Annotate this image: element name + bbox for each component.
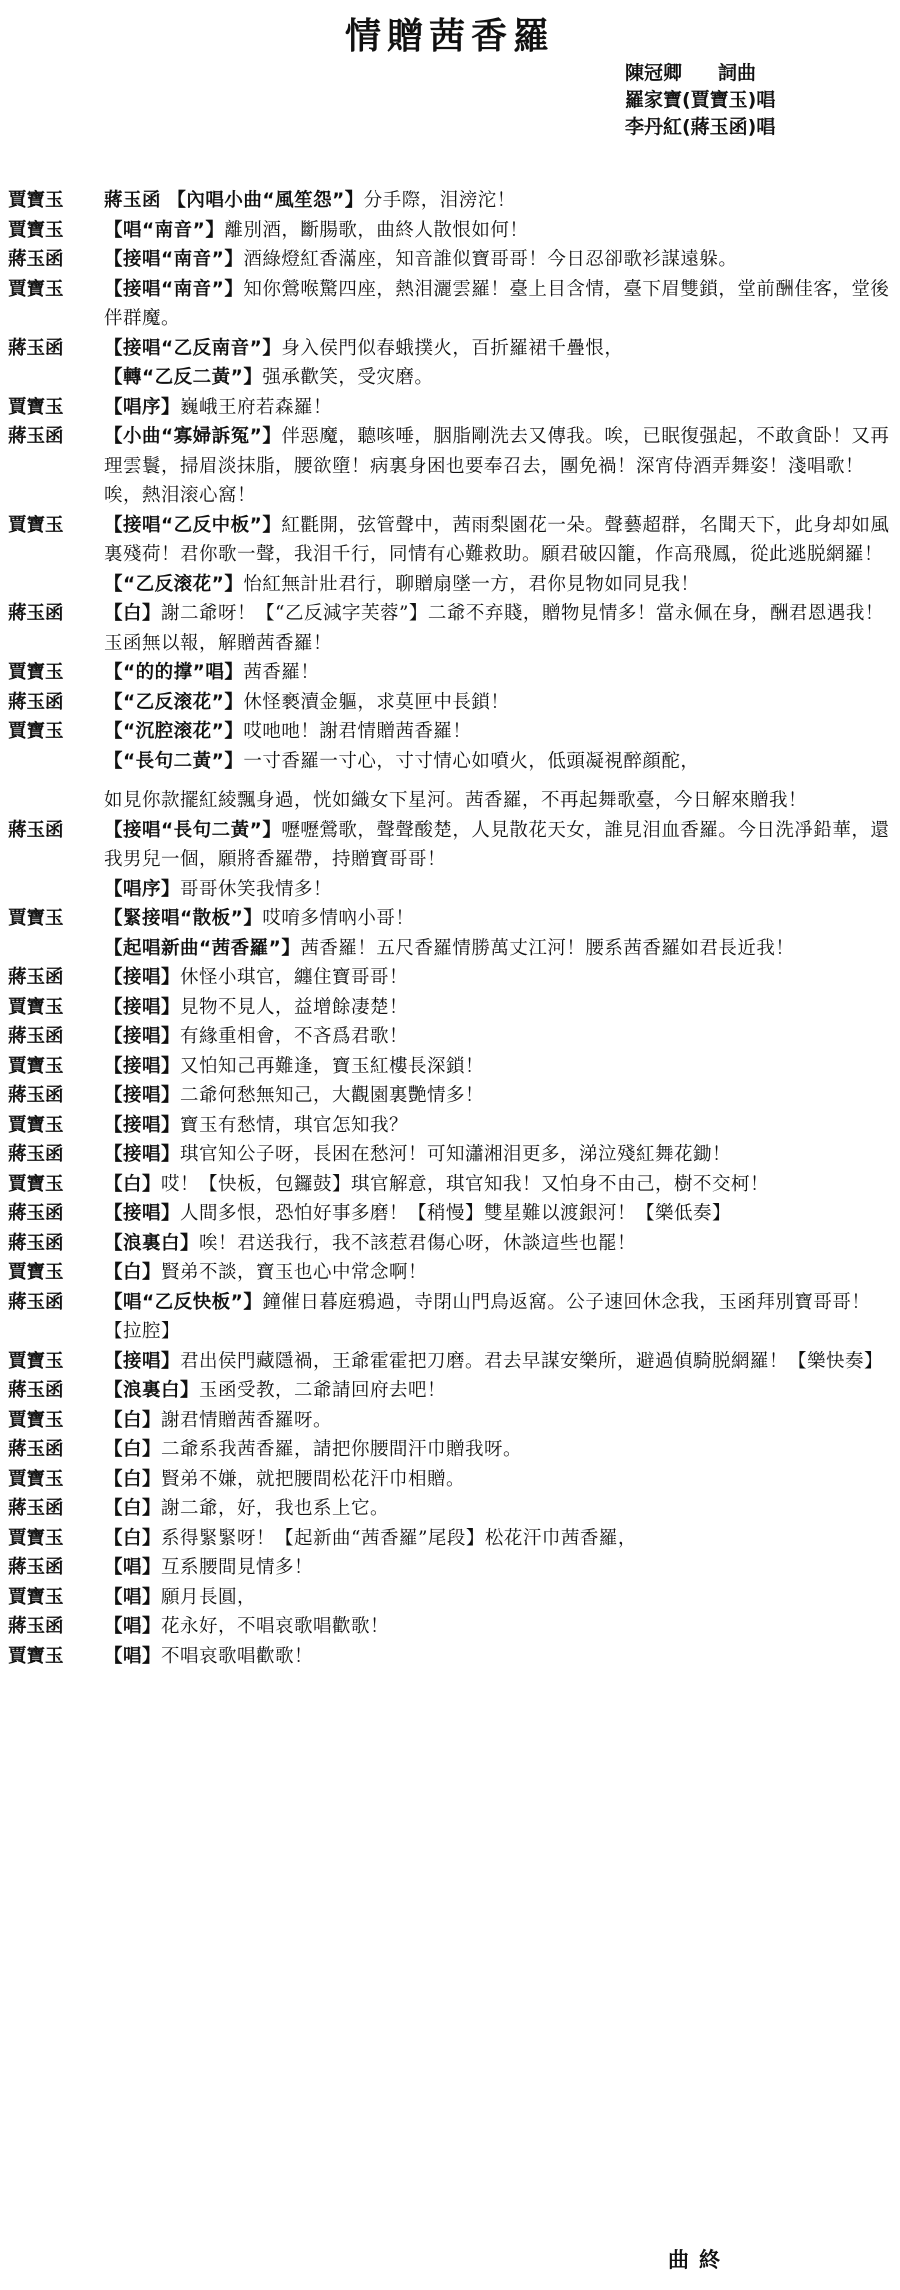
speaker-label: 蔣玉函 — [8, 1291, 64, 1313]
script-line — [8, 422, 890, 511]
end-mark: 曲終 — [668, 2248, 730, 2272]
script-line — [8, 599, 890, 658]
singing-direction: 【唱“乙反快板”】 — [104, 1291, 263, 1313]
script-line — [8, 393, 890, 423]
line-text — [104, 1111, 890, 1141]
speaker-label: 賈寶玉 — [8, 396, 64, 418]
lyric-text: 休怪褻瀆金軀，求莫匣中長鎖！ — [243, 691, 510, 713]
line-text — [104, 1081, 890, 1111]
line-text — [104, 1435, 890, 1465]
script-line — [8, 1583, 890, 1613]
speaker-label: 賈寶玉 — [8, 1409, 64, 1431]
script-line — [8, 1111, 890, 1141]
line-text — [104, 1140, 890, 1170]
speaker-label: 蔣玉函 — [8, 967, 64, 988]
speaker-label: 蔣玉函 — [8, 337, 64, 359]
script-line — [8, 1229, 890, 1259]
singing-direction: 【“的的撑”唱】 — [104, 662, 244, 683]
speaker-label: 賈寶玉 — [8, 1468, 64, 1490]
line-text — [104, 334, 890, 364]
speaker-label: 賈寶玉 — [8, 1114, 64, 1136]
lyric-text: 哎唷多情吶小哥！ — [262, 908, 415, 929]
lyric-text: 身入侯門似春蛾撲火，百折羅裙千疊恨， — [281, 337, 624, 359]
script-line — [8, 934, 890, 964]
singing-direction: 【接唱】 — [104, 1144, 181, 1165]
line-text — [104, 786, 890, 816]
speaker-label: 蔣玉函 — [8, 1232, 64, 1254]
speaker-label: 賈寶玉 — [8, 908, 64, 929]
singing-direction: 【“長句二黃”】 — [104, 750, 244, 772]
script-line — [8, 688, 890, 718]
script-line — [8, 1642, 890, 1672]
line-text — [104, 1022, 890, 1052]
script-line — [8, 875, 890, 905]
line-text — [104, 1229, 890, 1259]
singing-direction: 【白】 — [104, 1468, 162, 1490]
second-speaker-label: 蔣玉函 — [104, 190, 162, 211]
speaker-label: 賈寶玉 — [8, 219, 64, 241]
lyric-text: 謝二爺呀！【“乙反減字芙蓉”】二爺不弃賤，贈物見情多！當永佩在身，酬君恩遇我！玉函無以報，解贈茜香羅！ — [104, 603, 884, 654]
line-text — [104, 717, 890, 747]
singing-direction: 【唱】 — [104, 1557, 162, 1578]
script-line — [8, 334, 890, 364]
lyric-text: 嚦嚦鶯歌，聲聲酸楚，人見散花天女，誰見泪血香羅。今日洗凈鉛華，還我男兒一個，願將香羅帶，持贈寶哥哥！ — [104, 819, 890, 870]
singing-direction: 【白】 — [104, 603, 162, 624]
line-text — [104, 1406, 890, 1436]
line-text — [104, 363, 890, 393]
singing-direction: 【接唱】 — [104, 1026, 181, 1047]
speaker-label: 賈寶玉 — [8, 278, 64, 300]
speaker-label: 賈寶玉 — [8, 1173, 64, 1195]
line-text — [104, 599, 890, 658]
script-line — [8, 275, 890, 334]
line-text — [104, 393, 890, 423]
singing-direction: 【“沉腔滚花”】 — [104, 721, 244, 742]
lyric-text: 玉函受教，二爺請回府去吧！ — [199, 1380, 447, 1401]
lyric-text: 離別酒，斷腸歌，曲終人散恨如何！ — [224, 219, 529, 241]
speaker-label: 蔣玉函 — [8, 1026, 64, 1047]
singing-direction: 【浪裏白】 — [104, 1380, 200, 1401]
credits-block — [625, 60, 895, 141]
singing-direction: 【接唱】 — [104, 1114, 181, 1136]
singing-direction: 【起唱新曲“茜香羅”】 — [104, 937, 301, 959]
lyric-text: 君出侯門藏隱禍，王爺霍霍把刀磨。君去早謀安樂所，避過偵騎脱網羅！【樂快奏】 — [180, 1350, 884, 1372]
credit-lyricist — [625, 60, 895, 87]
singing-direction: 【唱“南音”】 — [104, 219, 225, 241]
lyric-text: 系得緊緊呀！【起新曲“茜香羅”尾段】松花汗巾茜香羅， — [161, 1527, 637, 1549]
singing-direction: 【“乙反滚花”】 — [104, 691, 244, 713]
speaker-label: 賈寶玉 — [8, 190, 64, 211]
lyric-text: 紅氍開，弦管聲中，茜雨梨園花一朵。聲藝超群，名聞天下，此身却如風裏殘荷！君你歌一聲，我泪千行，同情有心難救助。願君破囚籠，作高飛鳳，從此逃脱網羅！ — [104, 514, 890, 565]
speaker-label: 蔣玉函 — [8, 1144, 64, 1165]
script-line — [8, 1465, 890, 1495]
script-line — [8, 1376, 890, 1406]
lyric-text: 謝二爺，好，我也系上它。 — [161, 1498, 390, 1519]
singing-direction: 【內唱小曲“風笙怨”】 — [167, 190, 364, 211]
line-text — [104, 904, 890, 934]
line-text — [104, 570, 890, 600]
lyric-text: 酒綠燈紅香滿座，知音誰似寶哥哥！今日忍卻歌衫謀遠躲。 — [243, 249, 738, 270]
line-text — [104, 422, 890, 511]
lyric-text: 强承歡笑，受灾磨。 — [262, 367, 434, 388]
script-line — [8, 993, 890, 1023]
line-text — [104, 993, 890, 1023]
script-line — [8, 1170, 890, 1200]
lyric-text: 琪官知公子呀，長困在愁河！可知瀟湘泪更多，涕泣殘紅舞花鋤！ — [180, 1144, 732, 1165]
speaker-label: 蔣玉函 — [8, 1616, 64, 1637]
credit-singer-1 — [625, 87, 895, 114]
line-text — [104, 934, 890, 964]
lyric-text: 賢弟不嫌，就把腰間松花汗巾相贈。 — [161, 1468, 466, 1490]
line-text — [104, 688, 890, 718]
singing-direction: 【白】 — [104, 1409, 162, 1431]
speaker-label: 賈寶玉 — [8, 1527, 64, 1549]
lyric-text: 互系腰間見情多！ — [161, 1557, 314, 1578]
line-text — [104, 747, 890, 777]
script-line — [8, 1524, 890, 1554]
line-text — [104, 1583, 890, 1613]
speaker-label: 蔣玉函 — [8, 1380, 64, 1401]
script-line — [8, 1140, 890, 1170]
credit-role: 唱 — [756, 89, 776, 111]
singing-direction: 【接唱“乙反中板”】 — [104, 514, 282, 536]
singing-direction: 【緊接唱“散板”】 — [104, 908, 263, 929]
singing-direction: 【白】 — [104, 1439, 162, 1460]
lyric-text: 願月長圓， — [161, 1586, 257, 1608]
script-line — [8, 786, 890, 816]
lyric-text: 見物不見人，益增餘凄楚！ — [180, 996, 409, 1018]
script-line — [8, 1347, 890, 1377]
speaker-label: 蔣玉函 — [8, 1085, 64, 1106]
lyric-text: 分手際，泪滂沱！ — [363, 190, 516, 211]
script-line — [8, 963, 890, 993]
speaker-label: 賈寶玉 — [8, 514, 64, 536]
line-text — [104, 1258, 890, 1288]
line-text — [104, 658, 890, 688]
line-text — [104, 1642, 890, 1672]
line-text — [104, 1553, 890, 1583]
singing-direction: 【白】 — [104, 1262, 162, 1283]
lyric-text: 又怕知己再難逢，寶玉紅樓長深鎖！ — [180, 1055, 485, 1077]
line-text — [104, 1170, 890, 1200]
script-line — [8, 1288, 890, 1347]
singing-direction: 【接唱】 — [104, 1055, 181, 1077]
lyric-text: 一寸香羅一寸心，寸寸情心如噴火，低頭凝視醉顔酡， — [243, 750, 700, 772]
script-line — [8, 245, 890, 275]
singing-direction: 【接唱】 — [104, 996, 181, 1018]
singing-direction: 【接唱】 — [104, 967, 181, 988]
lyric-text: 唉！君送我行，我不該惹君傷心呀，休談這些也罷！ — [199, 1232, 637, 1254]
script-line — [8, 658, 890, 688]
credit-name: 羅家寶(賈寶玉) — [625, 89, 757, 111]
speaker-label: 蔣玉函 — [8, 603, 64, 624]
lyric-text: 如見你款擺紅綾飄身過，恍如織女下星河。茜香羅，不再起舞歌臺，今日解來贈我！ — [104, 790, 808, 811]
singing-direction: 【接唱】 — [104, 1350, 181, 1372]
script-line — [8, 1494, 890, 1524]
lyric-text: 茜香羅！ — [243, 662, 320, 683]
lyric-text: 花永好，不唱哀歌唱歡歌！ — [161, 1616, 390, 1637]
speaker-label: 蔣玉函 — [8, 1498, 64, 1519]
script-line — [8, 1081, 890, 1111]
lyric-text: 巍峨王府若森羅！ — [180, 396, 333, 418]
speaker-label: 賈寶玉 — [8, 1350, 64, 1372]
lyric-text: 休怪小琪官，纏住寶哥哥！ — [180, 967, 409, 988]
script-line — [8, 816, 890, 875]
lyric-text: 不唱哀歌唱歡歌！ — [161, 1645, 314, 1667]
line-text — [104, 1288, 890, 1347]
singing-direction: 【小曲“寡婦訴冤”】 — [104, 426, 282, 447]
line-text — [104, 1494, 890, 1524]
script-line — [8, 570, 890, 600]
lyric-text: 二爺何愁無知己，大觀園裏艷情多！ — [180, 1085, 485, 1106]
line-text — [104, 1052, 890, 1082]
line-text — [104, 1465, 890, 1495]
line-text — [104, 216, 890, 246]
lyric-text: 鐘催日暮庭鴉過，寺閉山門鳥返窩。公子速回休念我，玉函拜別寶哥哥！【拉腔】 — [104, 1291, 871, 1342]
lyric-text: 二爺系我茜香羅，請把你腰間汗巾贈我呀。 — [161, 1439, 523, 1460]
script-line — [8, 1612, 890, 1642]
lyric-text: 怡紅無計壯君行，聊贈扇墜一方，君你見物如同見我！ — [243, 573, 700, 595]
line-text — [104, 275, 890, 334]
line-text — [104, 1199, 890, 1229]
lyric-text: 寶玉有愁情，琪官怎知我？ — [180, 1114, 409, 1136]
singing-direction: 【唱】 — [104, 1616, 162, 1637]
singing-direction: 【唱序】 — [104, 396, 181, 418]
speaker-label: 蔣玉函 — [8, 1557, 64, 1578]
script-line — [8, 511, 890, 570]
singing-direction: 【唱】 — [104, 1645, 162, 1667]
lyric-text: 哎！【快板，包鑼鼓】琪官解意，琪官知我！又怕身不由己，樹不交柯！ — [161, 1173, 770, 1195]
line-text — [104, 816, 890, 875]
line-text — [104, 1376, 890, 1406]
speaker-label: 蔣玉函 — [8, 1203, 64, 1224]
speaker-label: 蔣玉函 — [8, 691, 64, 713]
singing-direction: 【唱】 — [104, 1586, 162, 1608]
lyrics-script — [8, 186, 890, 1671]
lyric-text: 茜香羅！五尺香羅情勝萬丈江河！腰系茜香羅如君長近我！ — [300, 937, 795, 959]
speaker-label: 賈寶玉 — [8, 662, 64, 683]
lyric-text: 人間多恨，恐怕好事多磨！【稍慢】雙星難以渡銀河！【樂低奏】 — [180, 1203, 732, 1224]
script-line — [8, 363, 890, 393]
line-text — [104, 875, 890, 905]
line-text — [104, 1524, 890, 1554]
credit-role: 詞曲 — [718, 62, 757, 84]
lyric-text: 哎吔吔！謝君情贈茜香羅！ — [243, 721, 472, 742]
singing-direction: 【白】 — [104, 1498, 162, 1519]
script-line — [8, 747, 890, 777]
speaker-label: 賈寶玉 — [8, 721, 64, 742]
singing-direction: 【轉“乙反二黃”】 — [104, 367, 263, 388]
line-text — [104, 1612, 890, 1642]
script-line — [8, 1553, 890, 1583]
lyric-text: 哥哥休笑我情多！ — [180, 878, 333, 900]
speaker-label: 賈寶玉 — [8, 996, 64, 1018]
line-text — [104, 186, 890, 216]
script-line — [8, 216, 890, 246]
script-line — [8, 904, 890, 934]
speaker-label: 賈寶玉 — [8, 1586, 64, 1608]
speaker-label: 蔣玉函 — [8, 249, 64, 270]
credit-name: 陳冠卿 — [625, 62, 683, 84]
lyric-text: 伴惡魔，聽咳唾，胭脂剛洗去又傳我。唉，已眠復强起，不敢貪卧！又再理雲鬟，掃眉淡抹脂，腰欲墮！病裏身困也要奉召去，團免禍！深宵侍酒弄舞姿！淺唱歌！唉，熱泪滚心窩！ — [104, 426, 890, 506]
script-line — [8, 1052, 890, 1082]
singing-direction: 【浪裏白】 — [104, 1232, 200, 1254]
speaker-label: 蔣玉函 — [8, 819, 64, 841]
singing-direction: 【接唱“南音”】 — [104, 278, 244, 300]
singing-direction: 【接唱“乙反南音”】 — [104, 337, 282, 359]
singing-direction: 【接唱】 — [104, 1085, 181, 1106]
singing-direction: 【接唱“南音”】 — [104, 249, 244, 270]
singing-direction: 【白】 — [104, 1173, 162, 1195]
script-line — [8, 186, 890, 216]
line-text — [104, 511, 890, 570]
speaker-label: 賈寶玉 — [8, 1055, 64, 1077]
credit-singer-2 — [625, 114, 895, 141]
script-line — [8, 717, 890, 747]
singing-direction: 【白】 — [104, 1527, 162, 1549]
page-title: 情贈茜香羅 — [344, 16, 555, 57]
script-line — [8, 1258, 890, 1288]
credit-name: 李丹紅(蔣玉函) — [625, 116, 757, 138]
script-line — [8, 1406, 890, 1436]
credit-role: 唱 — [756, 116, 776, 138]
speaker-label: 蔣玉函 — [8, 1439, 64, 1460]
speaker-label: 賈寶玉 — [8, 1262, 64, 1283]
script-line — [8, 1435, 890, 1465]
speaker-label: 蔣玉函 — [8, 426, 64, 447]
lyric-text: 賢弟不談，寶玉也心中常念啊！ — [161, 1262, 428, 1283]
singing-direction: 【“乙反滚花”】 — [104, 573, 244, 595]
line-text — [104, 963, 890, 993]
line-text — [104, 245, 890, 275]
singing-direction: 【接唱“長句二黃”】 — [104, 819, 282, 841]
singing-direction: 【唱序】 — [104, 878, 181, 900]
lyric-text: 知你鶯喉驚四座，熱泪灑雲羅！臺上目含情，臺下眉雙鎖，堂前酬佳客，堂後伴群魔。 — [104, 278, 890, 329]
singing-direction: 【接唱】 — [104, 1203, 181, 1224]
speaker-label: 賈寶玉 — [8, 1645, 64, 1667]
line-text — [104, 1347, 890, 1377]
script-line — [8, 1199, 890, 1229]
lyric-text: 有緣重相會，不吝爲君歌！ — [180, 1026, 409, 1047]
script-line — [8, 1022, 890, 1052]
lyric-text: 謝君情贈茜香羅呀。 — [161, 1409, 333, 1431]
